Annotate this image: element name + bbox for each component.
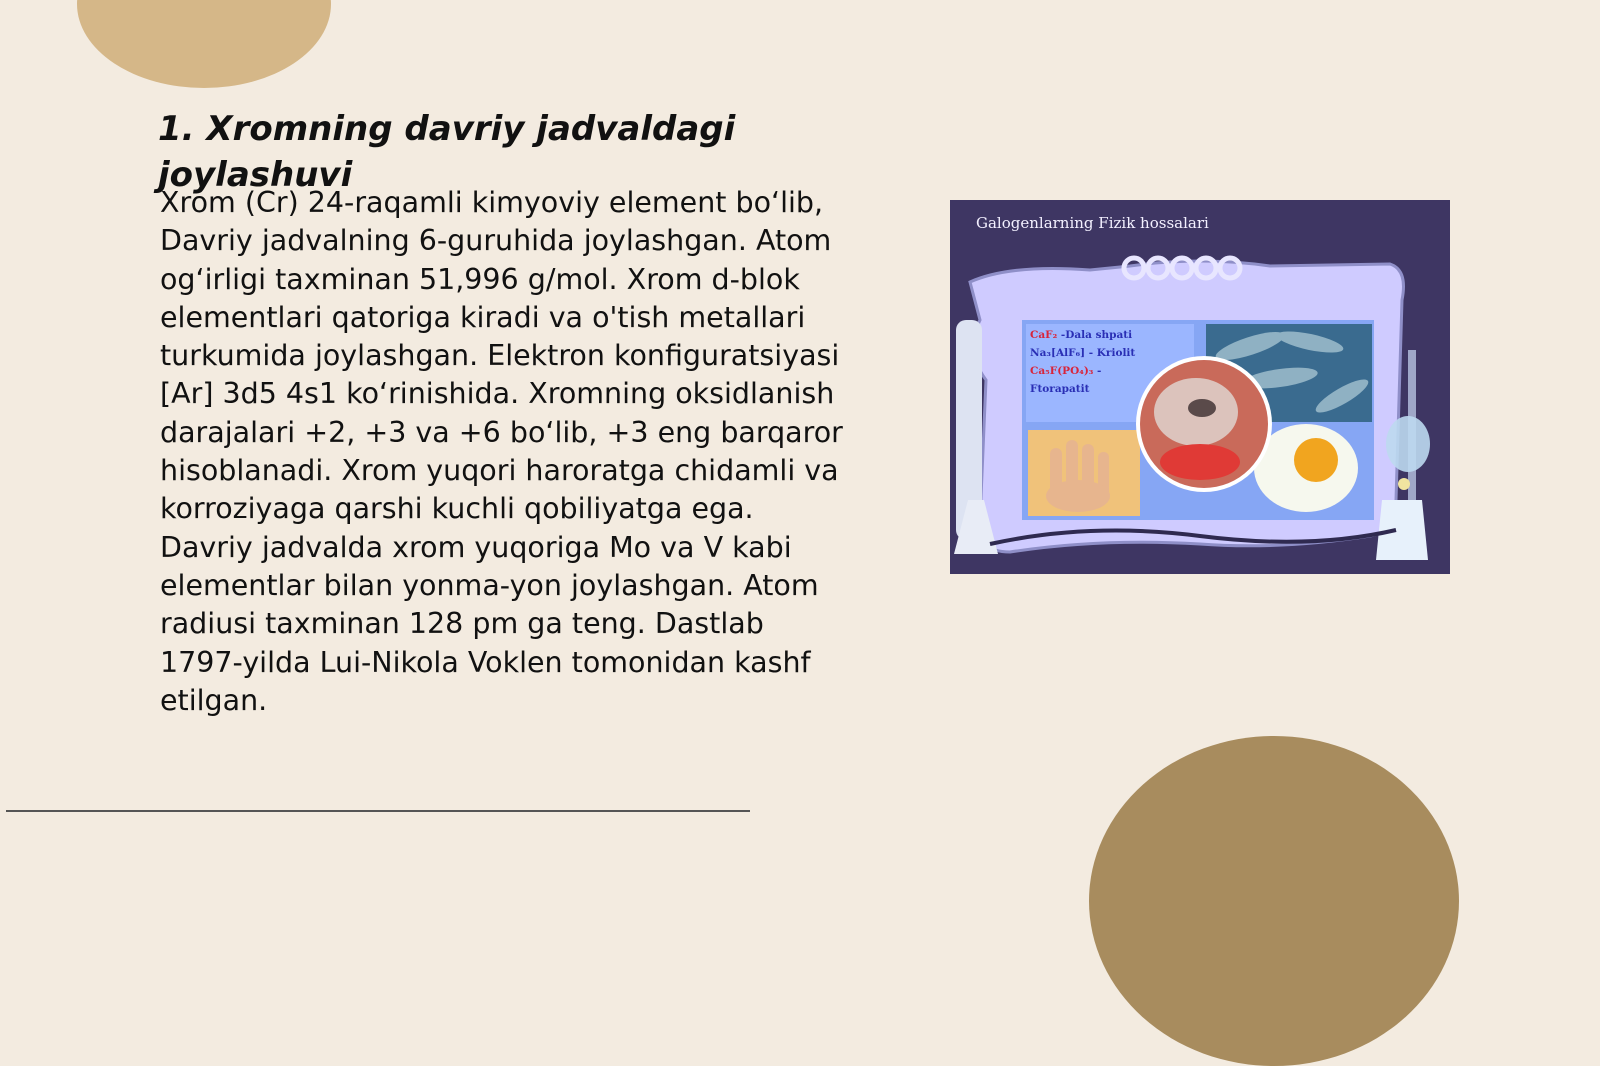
- halogen-properties-image: [950, 200, 1450, 574]
- decorative-circle-bottom: [1089, 736, 1459, 1066]
- image-title: Galogenlarning Fizik hossalari: [976, 214, 1209, 232]
- lab-illustration: [950, 200, 1450, 574]
- slide-body-text: Xrom (Cr) 24-raqamli kimyoviy element bo‘lib, Davriy jadvalning 6-guruhida joylashgan. Atom og‘irligi taxminan 51,996 g/mol. Xrom d-blok elementlari qatoriga kiradi va o'tish metallari turkumida joylashgan. Elektron konfiguratsiyasi [Ar] 3d5 4s1 ko‘rinishida. Xromning oksidlanish darajalari +2, +3 va +6 bo‘lib, +3 eng barqaror hisoblanadi. Xrom yuqori haroratga chidamli va korroziyaga qarshi kuchli qobiliyatga ega. Davriy jadvalda xrom yuqoriga Mo va V kabi elementlar bilan yonma-yon joylashgan. Atom radiusi taxminan 128 pm ga teng. Dastlab 1797-yilda Lui-Nikola Voklen tomonidan kashf etilgan.: [160, 186, 843, 717]
- decorative-circle-top: [77, 0, 331, 88]
- label-fluorapatite: Ftorapatit: [1030, 383, 1090, 395]
- label-cryolite: Na₃[AlF₆] - Kriolit: [1030, 347, 1136, 359]
- mineral-labels: [1030, 326, 1155, 398]
- divider-line: [6, 810, 750, 812]
- label-apatite: Ca₅F(PO₄)₃ -: [1030, 365, 1102, 377]
- slide-title: 1. Xromning davriy jadvaldagi joylashuvi: [158, 109, 736, 195]
- label-fluorite: CaF₂ -Dala shpati: [1030, 329, 1133, 341]
